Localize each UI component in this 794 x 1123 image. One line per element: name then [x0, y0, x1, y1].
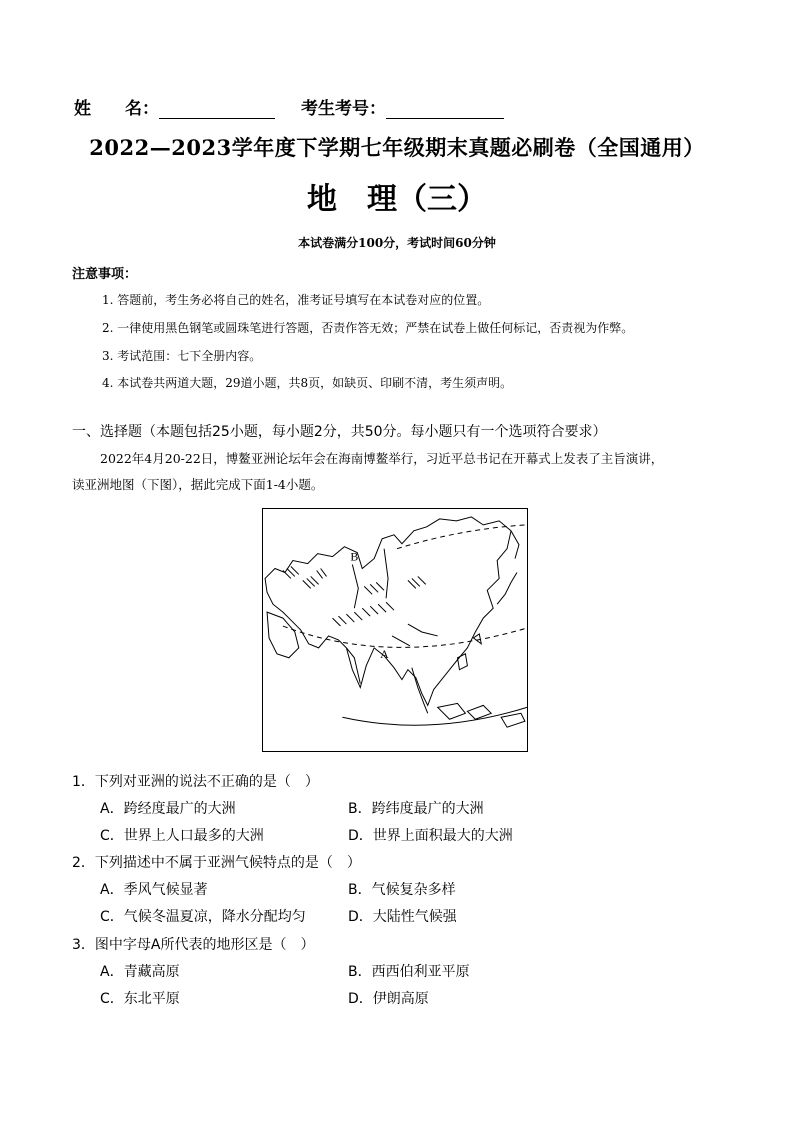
section-heading: 一、选择题（本题包括25小题，每小题2分，共50分。每小题只有一个选项符合要求） — [72, 424, 607, 440]
notice-item: 3. 考试范围：七下全册内容。 — [102, 349, 262, 363]
question-3-stem: 3．图中字母A所代表的地形区是（ ） — [72, 937, 315, 953]
intro-line: 读亚洲地图（下图），据此完成下面1-4小题。 — [72, 477, 324, 492]
question-2-option-d[interactable]: D．大陆性气候强 — [348, 909, 457, 925]
asia-map — [262, 508, 528, 752]
question-3-option-b[interactable]: B．西西伯利亚平原 — [348, 964, 470, 980]
question-1-option-b[interactable]: B．跨纬度最广的大洲 — [348, 801, 484, 817]
question-2-option-b[interactable]: B．气候复杂多样 — [348, 882, 456, 898]
notice-title: 注意事项： — [72, 267, 138, 282]
notice-item: 2. 一律使用黑色钢笔或圆珠笔进行答题，否责作答无效；严禁在试卷上做任何标记，否责视为作弊。 — [102, 321, 634, 335]
question-2-option-c[interactable]: C．气候冬温夏凉，降水分配均匀 — [100, 909, 306, 925]
question-3-option-a[interactable]: A．青藏高原 — [100, 964, 180, 980]
name-blank[interactable] — [159, 100, 275, 119]
asia-map-drawing — [263, 509, 527, 751]
question-1-option-d[interactable]: D．世界上面积最大的大洲 — [348, 828, 513, 844]
map-label-b: B — [350, 549, 359, 564]
exam-title: 2022—2023学年度下学期七年级期末真题必刷卷（全国通用） — [89, 135, 705, 160]
notice-item: 4. 本试卷共两道大题，29道小题，共8页，如缺页、印刷不清，考生须声明。 — [102, 376, 513, 390]
candidate-info-line — [74, 93, 504, 119]
exam-number-label: 考生考号： — [301, 99, 386, 119]
notice-item: 1. 答题前，考生务必将自己的姓名，准考证号填写在本试卷对应的位置。 — [102, 293, 490, 307]
question-2-stem: 2．下列描述中不属于亚洲气候特点的是（ ） — [72, 855, 361, 871]
name-label: 姓 名： — [74, 99, 159, 119]
question-1-stem: 1．下列对亚洲的说法不正确的是（ ） — [72, 774, 319, 790]
map-label-a: A — [380, 646, 389, 661]
question-1-option-a[interactable]: A．跨经度最广的大洲 — [100, 801, 236, 817]
intro-line: 2022年4月20-22日，博鳌亚洲论坛年会在海南博鳌举行，习近平总书记在开幕式上发表了主旨演讲， — [100, 451, 664, 466]
question-3-option-d[interactable]: D．伊朗高原 — [348, 991, 429, 1007]
exam-info: 本试卷满分100分，考试时间60分钟 — [298, 236, 496, 250]
subject-title: 地 理（三） — [307, 182, 487, 217]
question-1-option-c[interactable]: C．世界上人口最多的大洲 — [100, 828, 264, 844]
exam-number-blank[interactable] — [386, 100, 504, 119]
intro-paragraph — [72, 446, 720, 498]
question-2-option-a[interactable]: A．季风气候显著 — [100, 882, 208, 898]
question-3-option-c[interactable]: C．东北平原 — [100, 991, 180, 1007]
